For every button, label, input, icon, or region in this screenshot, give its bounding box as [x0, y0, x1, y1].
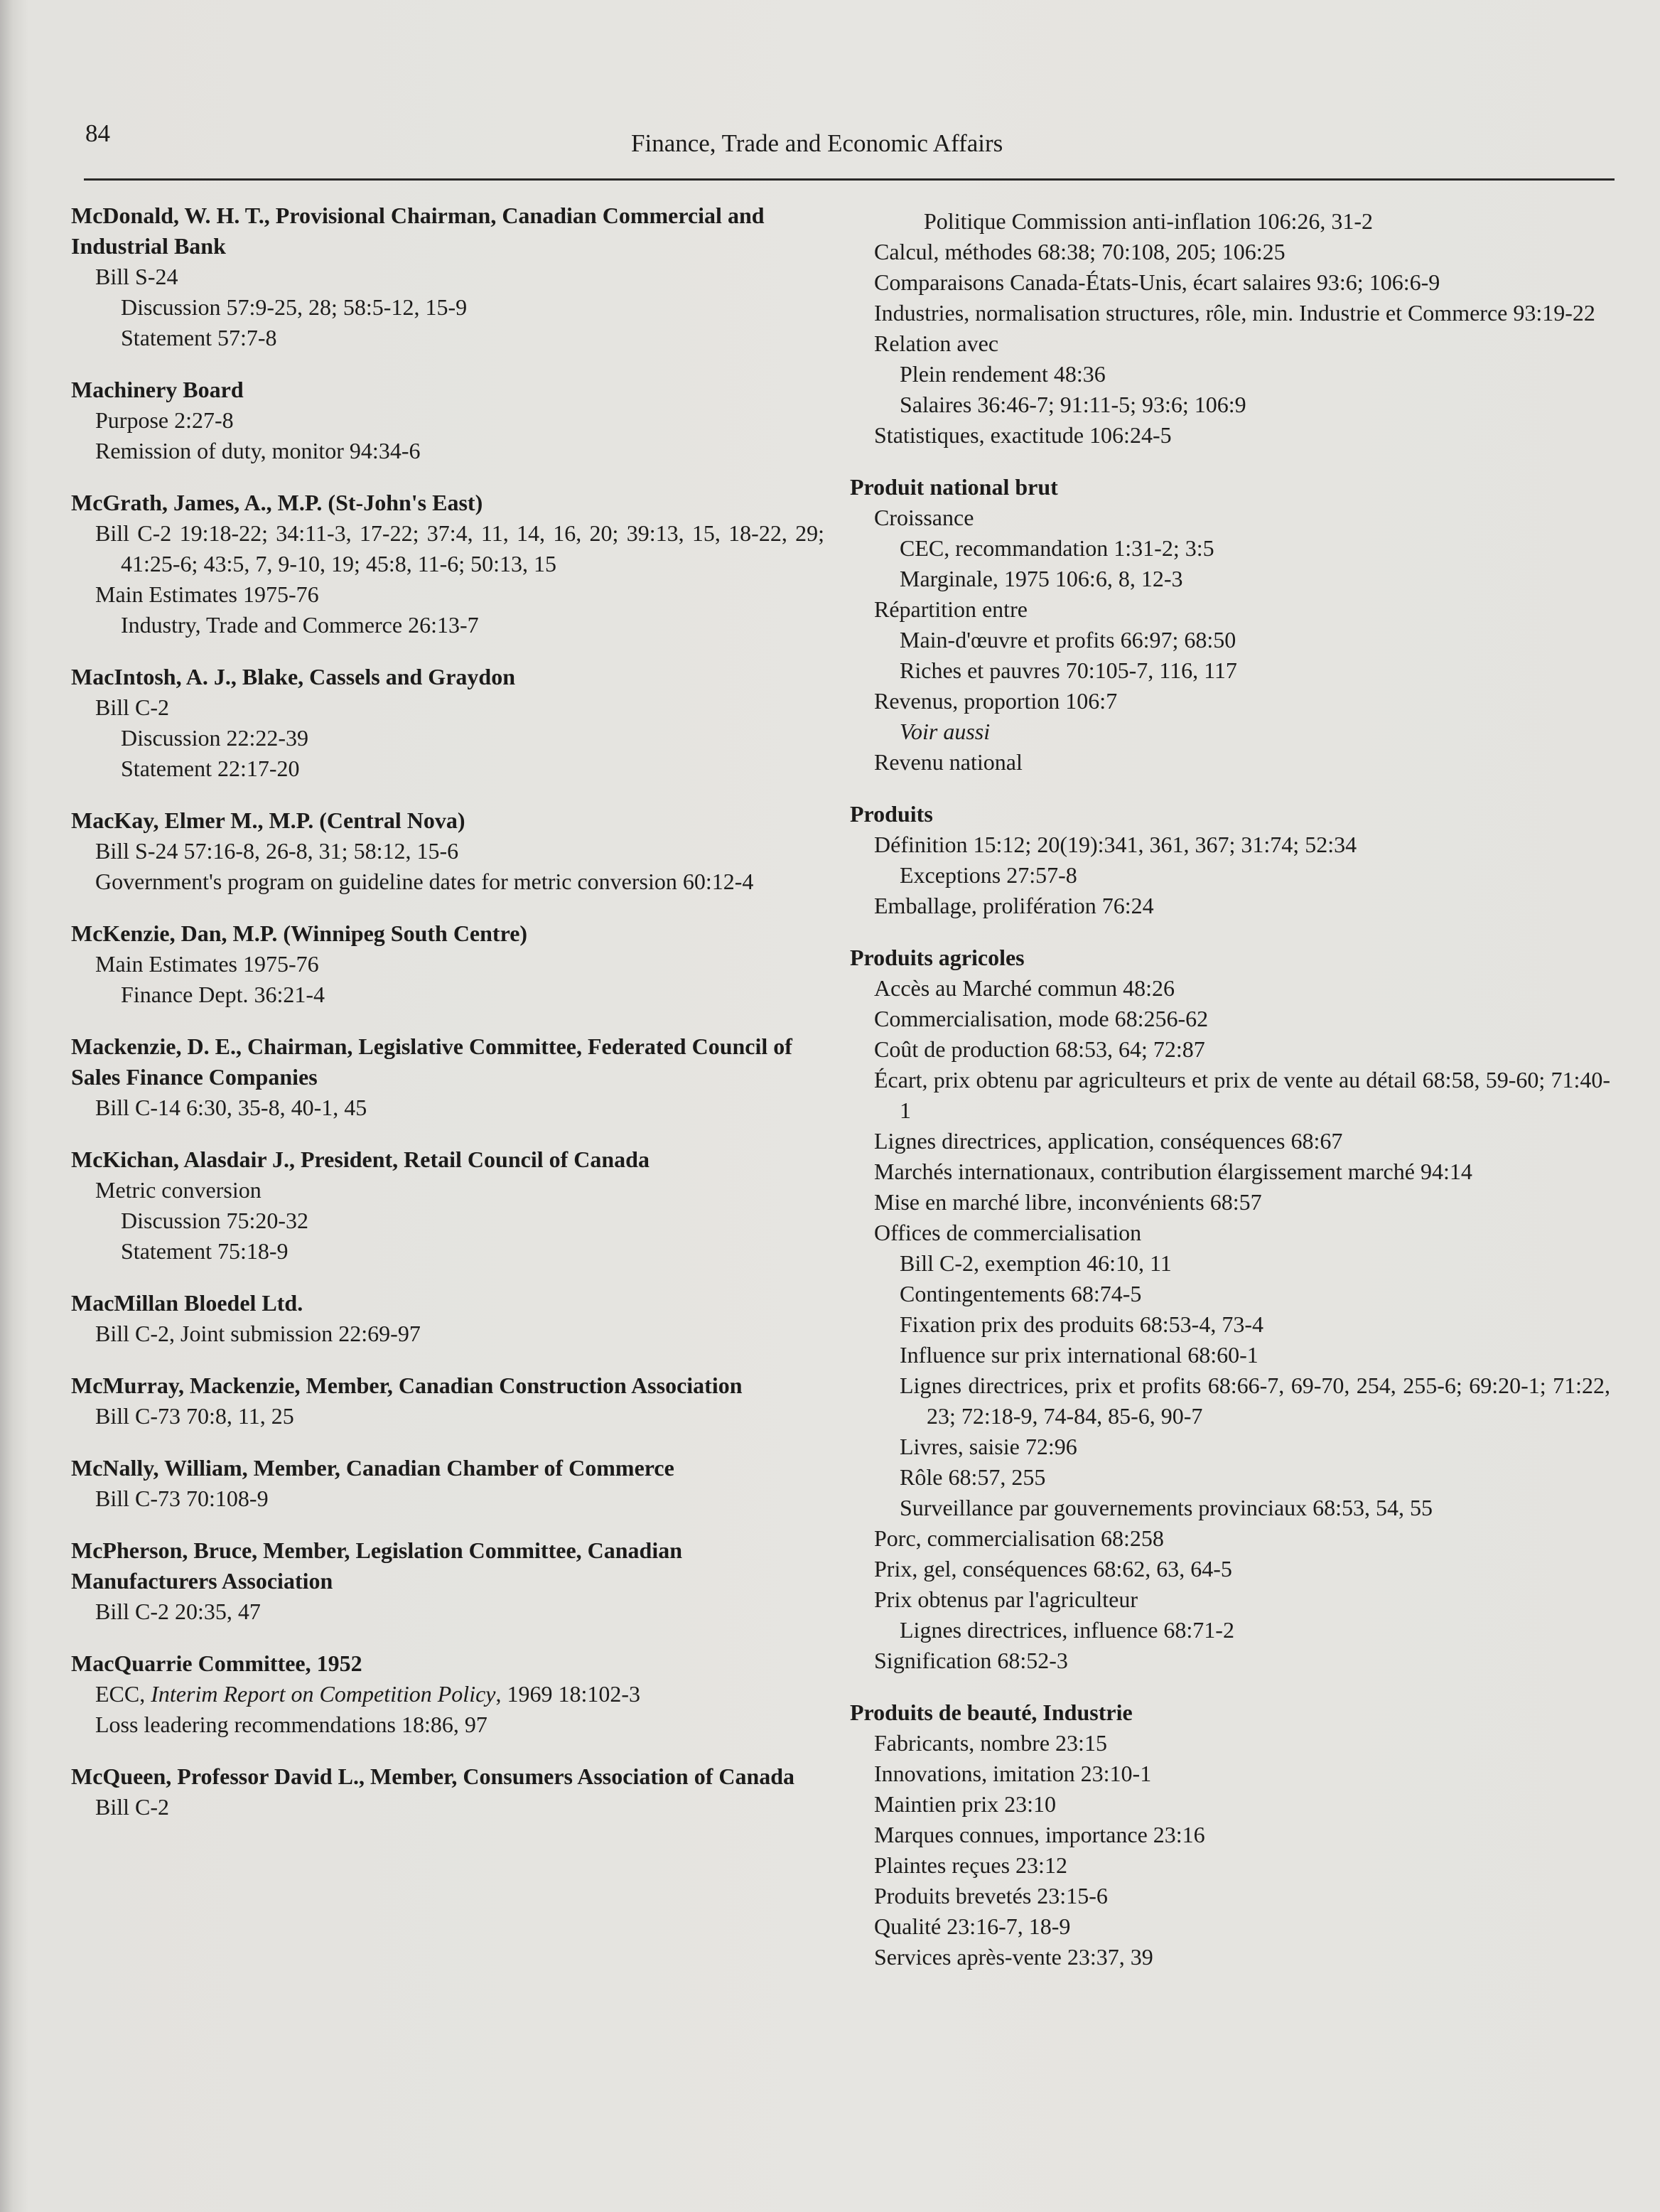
- entry-heading: Machinery Board: [71, 377, 244, 402]
- entry-heading: McMurray, Mackenzie, Member, Canadian Construction Association: [71, 1373, 743, 1398]
- subentry: Loss leadering recommendations 18:86, 97: [95, 1712, 487, 1737]
- subentry: Discussion 75:20-32: [121, 1208, 308, 1233]
- subentry: Discussion 22:22-39: [121, 725, 308, 751]
- entry-heading: Produit national brut: [850, 474, 1058, 500]
- entry-heading: McNally, William, Member, Canadian Chamber of Commerce: [71, 1455, 674, 1481]
- entry-heading: McPherson, Bruce, Member, Legislation Committee, Canadian Manufacturers Association: [71, 1537, 683, 1594]
- index-entry: [71, 1031, 824, 1123]
- index-entry: [71, 662, 824, 784]
- subentry: Offices de commercialisation: [874, 1220, 1142, 1245]
- subentry: Industry, Trade and Commerce 26:13-7: [121, 612, 479, 638]
- entry-heading: MacQuarrie Committee, 1952: [71, 1650, 362, 1676]
- subentry: Bill C-2 20:35, 47: [95, 1599, 261, 1624]
- index-entry: [71, 1144, 824, 1267]
- index-entry: [71, 1761, 824, 1822]
- subentry: Bill C-2: [95, 694, 170, 720]
- entry-heading: MacMillan Bloedel Ltd.: [71, 1290, 303, 1316]
- entry-heading: McKenzie, Dan, M.P. (Winnipeg South Centre): [71, 920, 528, 946]
- left-column: [71, 200, 824, 1844]
- ecc-suffix: , 1969 18:102-3: [495, 1681, 641, 1707]
- subentry: Porc, commercialisation 68:258: [874, 1525, 1164, 1551]
- subentry: Produits brevetés 23:15-6: [874, 1883, 1108, 1908]
- subentry: Statement 57:7-8: [121, 325, 277, 350]
- subentry: Statement 75:18-9: [121, 1238, 289, 1264]
- subentry: Discussion 57:9-25, 28; 58:5-12, 15-9: [121, 294, 468, 320]
- right-column: [850, 206, 1610, 1994]
- entry-heading: Mackenzie, D. E., Chairman, Legislative Committee, Federated Council of Sales Finance Companies: [71, 1033, 792, 1090]
- subentry: Politique Commission anti-inflation 106:26, 31-2: [924, 208, 1373, 234]
- subentry: Comparaisons Canada-États-Unis, écart salaires 93:6; 106:6-9: [874, 269, 1440, 295]
- subentry: Bill C-73 70:8, 11, 25: [95, 1403, 294, 1429]
- subentry: CEC, recommandation 1:31-2; 3:5: [900, 535, 1214, 561]
- page-number: 84: [85, 119, 110, 147]
- ecc-report-title: Interim Report on Competition Policy: [151, 1681, 496, 1707]
- subentry: Influence sur prix international 68:60-1: [900, 1342, 1259, 1368]
- subentry: Bill S-24: [95, 264, 178, 289]
- subentry: Maintien prix 23:10: [874, 1791, 1056, 1817]
- subentry: Statistiques, exactitude 106:24-5: [874, 422, 1172, 448]
- index-entry: [850, 472, 1610, 778]
- entry-heading: MacKay, Elmer M., M.P. (Central Nova): [71, 807, 465, 833]
- subentry: Statement 22:17-20: [121, 756, 300, 781]
- index-entry: [71, 1648, 824, 1740]
- index-entry: [850, 799, 1610, 921]
- subentry: Finance Dept. 36:21-4: [121, 982, 325, 1007]
- entry-heading: Produits de beauté, Industrie: [850, 1700, 1133, 1725]
- subentry: Prix, gel, conséquences 68:62, 63, 64-5: [874, 1556, 1232, 1582]
- index-entry: [71, 488, 824, 640]
- index-entry: [71, 1288, 824, 1349]
- subentry: Exceptions 27:57-8: [900, 862, 1077, 888]
- subentry: Livres, saisie 72:96: [900, 1434, 1077, 1459]
- subentry: Riches et pauvres 70:105-7, 116, 117: [900, 657, 1237, 683]
- entry-heading: MacIntosh, A. J., Blake, Cassels and Graydon: [71, 664, 515, 689]
- subentry: Prix obtenus par l'agriculteur: [874, 1586, 1138, 1612]
- entry-heading: Produits: [850, 801, 933, 827]
- subentry: Government's program on guideline dates for metric conversion 60:12-4: [95, 869, 754, 894]
- subentry: Main-d'œuvre et profits 66:97; 68:50: [900, 627, 1236, 653]
- subentry: Bill C-2, exemption 46:10, 11: [900, 1250, 1172, 1276]
- subentry: Salaires 36:46-7; 91:11-5; 93:6; 106:9: [900, 392, 1246, 417]
- subentry: Main Estimates 1975-76: [95, 581, 319, 607]
- subentry: Répartition entre: [874, 596, 1028, 622]
- subentry: Croissance: [874, 505, 974, 530]
- subentry: Bill C-2, Joint submission 22:69-97: [95, 1321, 421, 1346]
- header-rule: [84, 178, 1615, 181]
- subentry: Signification 68:52-3: [874, 1648, 1068, 1673]
- subentry: Emballage, prolifération 76:24: [874, 893, 1154, 918]
- subentry: Revenus, proportion 106:7: [874, 688, 1118, 714]
- subentry: Bill C-2: [95, 1794, 170, 1820]
- subentry: Bill C-14 6:30, 35-8, 40-1, 45: [95, 1095, 367, 1120]
- subentry: [71, 1679, 824, 1709]
- subentry: Contingentements 68:74-5: [900, 1281, 1142, 1306]
- subentry: Lignes directrices, application, conséquences 68:67: [874, 1128, 1343, 1154]
- subentry: Écart, prix obtenu par agriculteurs et prix de vente au détail 68:58, 59-60; 71:40-1: [874, 1067, 1610, 1123]
- entry-heading: McKichan, Alasdair J., President, Retail Council of Canada: [71, 1147, 650, 1172]
- subentry: Services après-vente 23:37, 39: [874, 1944, 1153, 1970]
- subentry: Marques connues, importance 23:16: [874, 1822, 1205, 1847]
- index-entry-continued: [850, 206, 1610, 451]
- subentry: Bill S-24 57:16-8, 26-8, 31; 58:12, 15-6: [95, 838, 459, 864]
- subentry: Calcul, méthodes 68:38; 70:108, 205; 106:25: [874, 239, 1286, 264]
- entry-heading: McQueen, Professor David L., Member, Consumers Association of Canada: [71, 1763, 795, 1789]
- subentry: Fixation prix des produits 68:53-4, 73-4: [900, 1311, 1263, 1337]
- subentry: Qualité 23:16-7, 18-9: [874, 1913, 1071, 1939]
- index-entry: [71, 1535, 824, 1627]
- subentry: Lignes directrices, prix et profits 68:66-7, 69-70, 254, 255-6; 69:20-1; 71:22, 23; 72:18-9, 74-84, 85-6, 90-7: [900, 1373, 1610, 1429]
- index-entry: [71, 918, 824, 1010]
- subentry: Accès au Marché commun 48:26: [874, 975, 1175, 1001]
- index-entry: [850, 1697, 1610, 1972]
- subentry: Fabricants, nombre 23:15: [874, 1730, 1107, 1756]
- subentry: Commercialisation, mode 68:256-62: [874, 1006, 1209, 1031]
- subentry: Purpose 2:27-8: [95, 407, 234, 433]
- subentry: Plaintes reçues 23:12: [874, 1852, 1067, 1878]
- index-entry: [71, 805, 824, 897]
- see-also: Voir aussi: [900, 719, 991, 744]
- subentry: Plein rendement 48:36: [900, 361, 1106, 387]
- entry-heading: McDonald, W. H. T., Provisional Chairman, Canadian Commercial and Industrial Bank: [71, 203, 765, 259]
- subentry: Coût de production 68:53, 64; 72:87: [874, 1036, 1205, 1062]
- subentry: Rôle 68:57, 255: [900, 1464, 1046, 1490]
- subentry: Bill C-73 70:108-9: [95, 1486, 269, 1511]
- index-entry: [71, 375, 824, 466]
- subentry: Main Estimates 1975-76: [95, 951, 319, 977]
- subentry: Marchés internationaux, contribution élargissement marché 94:14: [874, 1159, 1472, 1184]
- subentry: Metric conversion: [95, 1177, 262, 1203]
- subentry: Définition 15:12; 20(19):341, 361, 367; 31:74; 52:34: [874, 832, 1357, 857]
- subentry: Marginale, 1975 106:6, 8, 12-3: [900, 566, 1183, 591]
- subentry: Bill C-2 19:18-22; 34:11-3, 17-22; 37:4, 11, 14, 16, 20; 39:13, 15, 18-22, 29; 41:25-6; 43:5, 7, 9-10, 19; 45:8, 11-6; 50:13, 15: [95, 520, 824, 576]
- index-entry: [71, 1453, 824, 1514]
- subentry: Innovations, imitation 23:10-1: [874, 1761, 1152, 1786]
- index-entry: [850, 943, 1610, 1676]
- page-header: [85, 119, 1613, 162]
- index-entry: [71, 1370, 824, 1432]
- entry-heading: McGrath, James, A., M.P. (St-John's East): [71, 490, 483, 515]
- subentry: Mise en marché libre, inconvénients 68:57: [874, 1189, 1262, 1215]
- subentry: Remission of duty, monitor 94:34-6: [95, 438, 421, 463]
- subentry: Surveillance par gouvernements provinciaux 68:53, 54, 55: [900, 1495, 1433, 1520]
- ecc-prefix: ECC,: [95, 1681, 151, 1707]
- index-entry: [71, 200, 824, 353]
- subentry: Lignes directrices, influence 68:71-2: [900, 1617, 1234, 1643]
- subentry: Industries, normalisation structures, rôle, min. Industrie et Commerce 93:19-22: [874, 300, 1595, 326]
- subentry: Revenu national: [874, 749, 1023, 775]
- subentry: Relation avec: [874, 331, 999, 356]
- entry-heading: Produits agricoles: [850, 945, 1025, 970]
- running-title: Finance, Trade and Economic Affairs: [631, 129, 1003, 157]
